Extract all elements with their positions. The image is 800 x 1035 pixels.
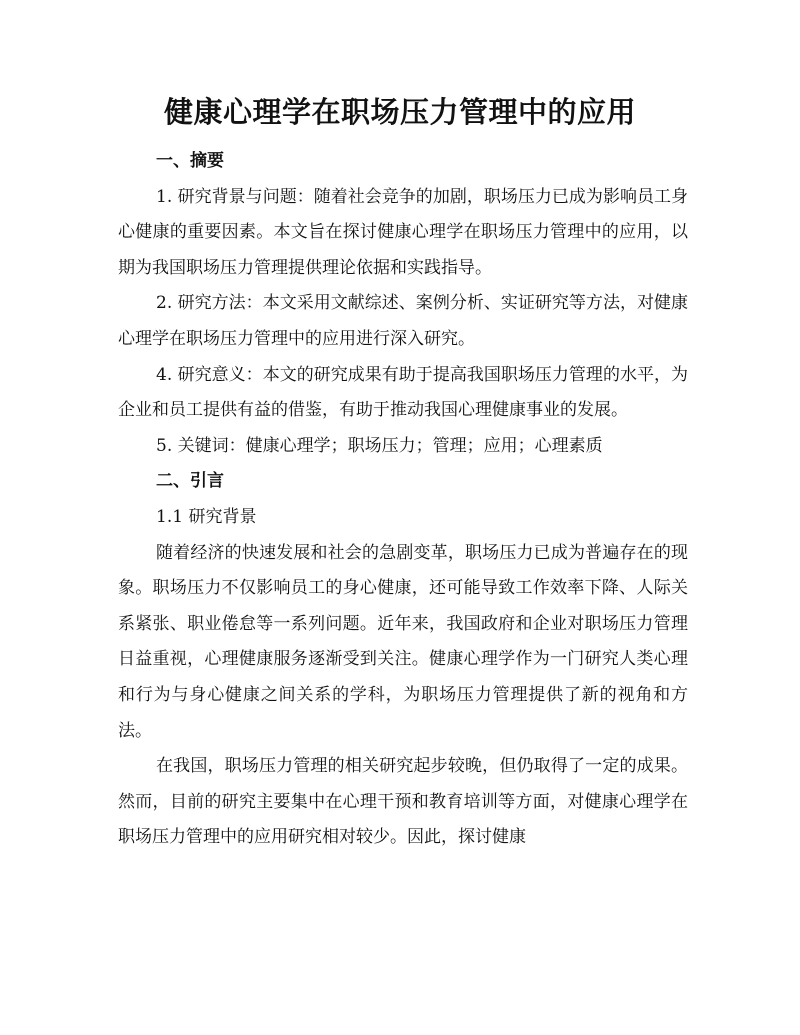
intro-subheading: 1.1 研究背景 <box>156 506 257 527</box>
abstract-keywords: 5. 关键词：健康心理学；职场压力；管理；应用；心理素质 <box>156 435 603 456</box>
intro-paragraph-1: 随着经济的快速发展和社会的急剧变革，职场压力已成为普遍存在的现象。职场压力不仅影响员工的身心健康，还可能导致工作效率下降、人际关系紧张、职业倦怠等一系列问题。近年来，我国政府和企业对职场压力管理日益重视，心理健康服务逐渐受到关注。健康心理学作为一门研究人类心理和行为与身心健康之间关系的学科，为职场压力管理提供了新的视角和方法。 <box>118 542 688 741</box>
abstract-heading: 一、摘要 <box>156 151 224 171</box>
document-body <box>118 144 688 856</box>
intro-heading: 二、引言 <box>156 471 224 492</box>
abstract-paragraph-1: 1. 研究背景与问题：随着社会竞争的加剧，职场压力已成为影响员工身心健康的重要因素。本文旨在探讨健康心理学在职场压力管理中的应用，以期为我国职场压力管理提供理论依据和实践指导。 <box>118 186 688 278</box>
page-title: 健康心理学在职场压力管理中的应用 <box>163 95 636 129</box>
abstract-paragraph-2: 2. 研究方法：本文采用文献综述、案例分析、实证研究等方法，对健康心理学在职场压力管理中的应用进行深入研究。 <box>118 293 688 349</box>
abstract-paragraph-3: 4. 研究意义：本文的研究成果有助于提高我国职场压力管理的水平，为企业和员工提供有益的借鉴，有助于推动我国心理健康事业的发展。 <box>118 364 688 421</box>
intro-paragraph-2: 在我国，职场压力管理的相关研究起步较晚，但仍取得了一定的成果。然而，目前的研究主要集中在心理干预和教育培训等方面，对健康心理学在职场压力管理中的应用研究相对较少。因此，探讨健康 <box>118 756 688 848</box>
